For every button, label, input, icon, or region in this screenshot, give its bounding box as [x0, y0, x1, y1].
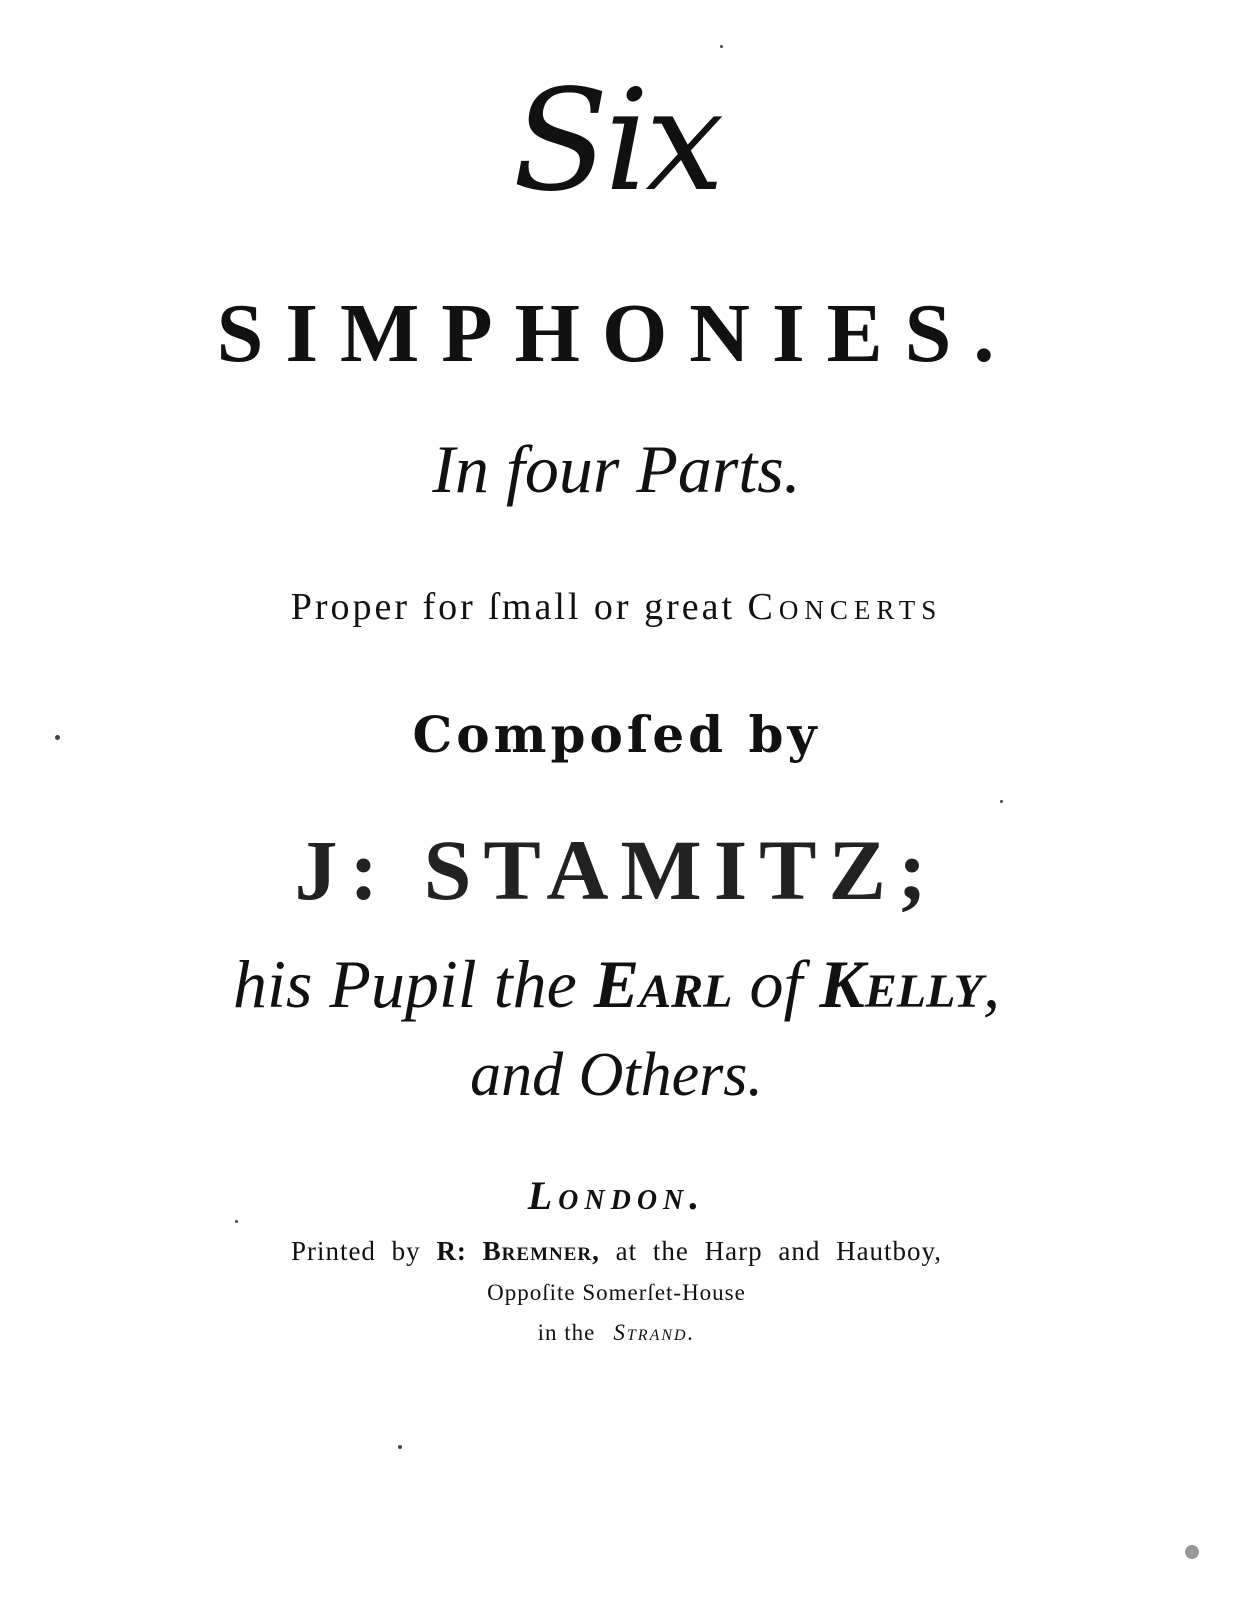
- imprint-city: London.: [527, 1173, 706, 1218]
- printed-prefix: Printed by: [290, 1236, 421, 1266]
- scan-speck: [1000, 800, 1003, 803]
- title-number-word: Six: [512, 60, 721, 223]
- scan-speck: [55, 735, 60, 740]
- proper-concerts: Concerts: [747, 586, 943, 628]
- imprint-address: Oppoſite Somerſet-House: [487, 1280, 746, 1305]
- scan-speck: [720, 45, 723, 48]
- scan-speck: [235, 1220, 238, 1223]
- in-the: in the: [537, 1320, 596, 1345]
- proper-prefix: Proper for ſmall or great: [290, 586, 736, 628]
- and-others: and Others.: [470, 1041, 763, 1109]
- earl: Earl: [593, 946, 733, 1022]
- main-title: SIMPHONIES.: [216, 287, 1017, 380]
- printer-name: R: Bremner,: [436, 1236, 600, 1266]
- pupil-suffix: ,: [982, 946, 1000, 1022]
- printed-suffix: at the Harp and Hautboy,: [615, 1236, 943, 1266]
- composer-name: J: STAMITZ;: [294, 822, 939, 918]
- parts-subtitle: In four Parts.: [432, 431, 801, 507]
- scan-speck: [398, 1445, 402, 1449]
- scan-speck: [1185, 1545, 1199, 1559]
- pupil-line: [0, 945, 1233, 1024]
- imprint-street-line: [0, 1320, 1233, 1346]
- pupil-prefix: his Pupil the: [233, 946, 577, 1022]
- street: Strand.: [613, 1320, 696, 1345]
- composed-by: Compoſed by: [412, 705, 821, 764]
- proper-for-line: [0, 585, 1233, 629]
- kelly: Kelly: [819, 946, 983, 1022]
- of: of: [749, 946, 803, 1022]
- imprint-printer-line: [0, 1236, 1233, 1267]
